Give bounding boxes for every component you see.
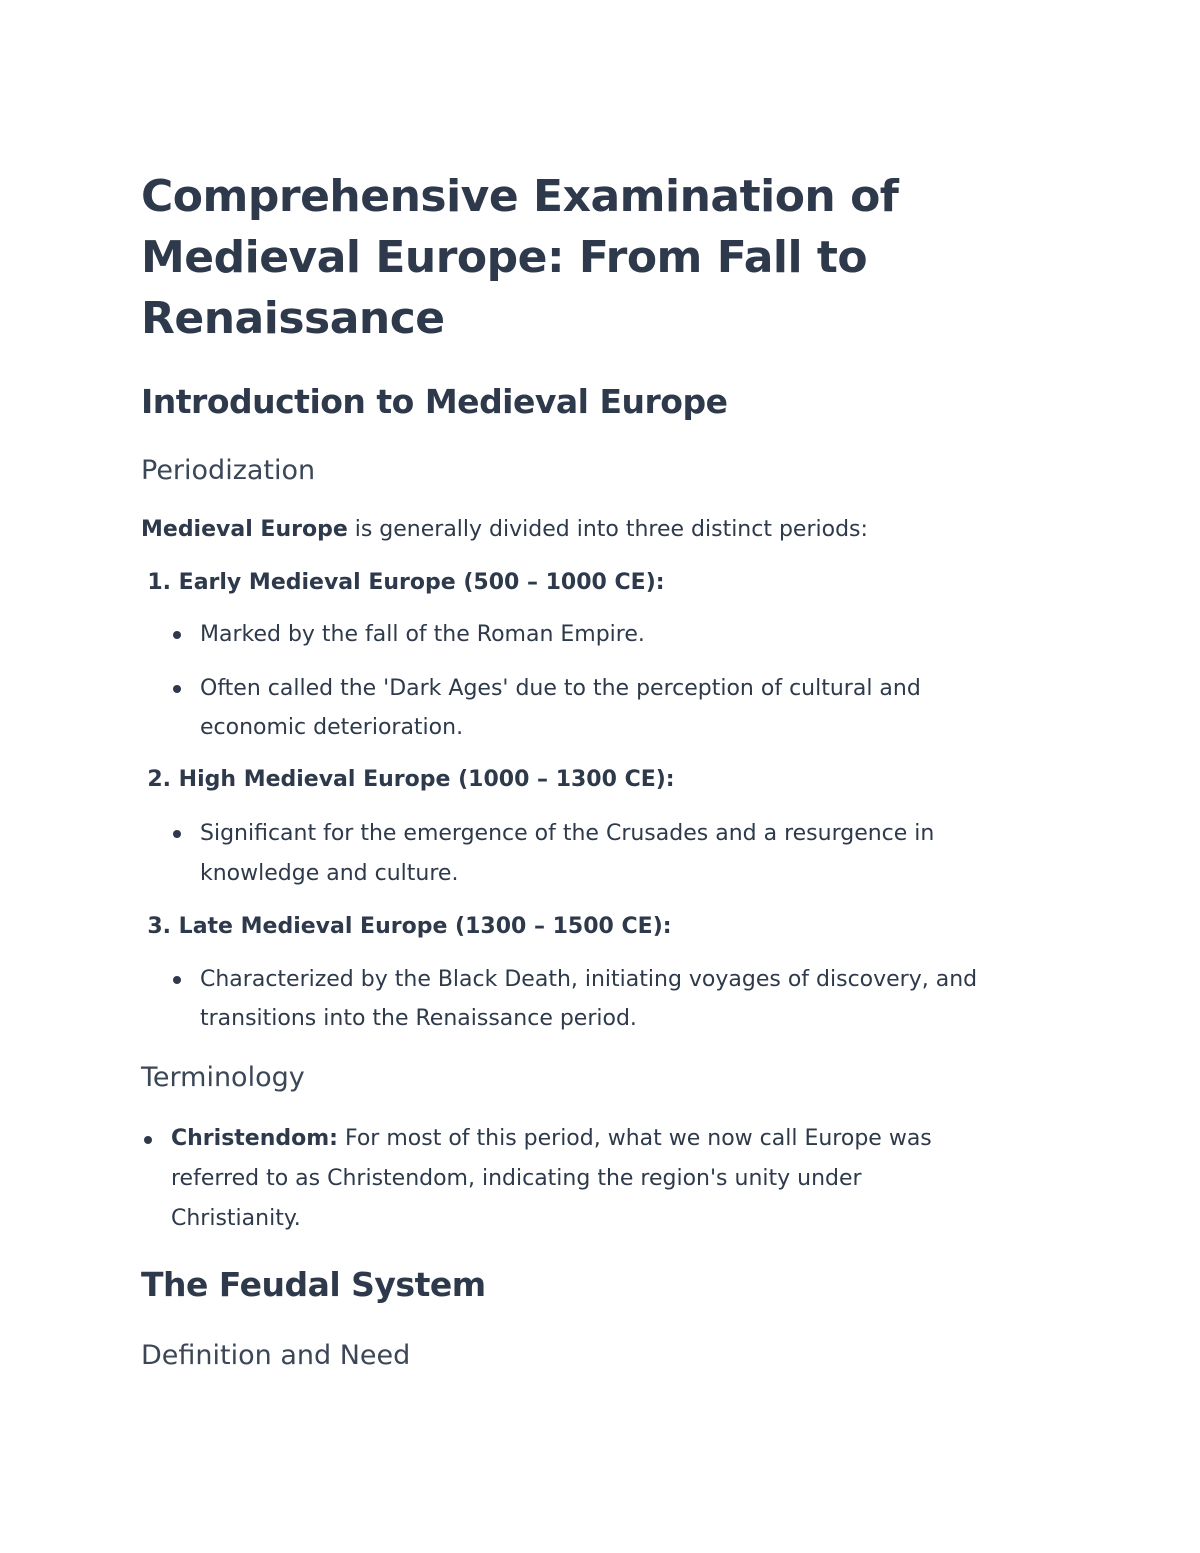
list-number: 3. — [147, 914, 171, 939]
bullet-dot — [144, 1136, 152, 1144]
terminology-bullet — [171, 1119, 932, 1159]
bullet-dot — [173, 976, 181, 984]
title-line-3: Renaissance — [141, 293, 445, 344]
subheading-periodization: Periodization — [141, 455, 316, 486]
section-heading-intro: Introduction to Medieval Europe — [141, 382, 728, 421]
list-number: 1. — [147, 570, 171, 595]
bullet-text: Often called the 'Dark Ages' due to the perception of cultural and — [200, 676, 921, 701]
lead-text: is generally divided into three distinct periods: — [347, 517, 868, 542]
period-label: Early Medieval Europe (500 – 1000 CE): — [178, 570, 665, 595]
period-item-high — [141, 764, 675, 796]
period-item-early — [141, 567, 665, 599]
bullet-text: Characterized by the Black Death, initiating voyages of discovery, and — [200, 967, 978, 992]
term-definition: For most of this period, what we now call Europe was — [337, 1126, 932, 1151]
period-label: High Medieval Europe (1000 – 1300 CE): — [178, 767, 675, 792]
terminology-bullet-continuation: Christianity. — [171, 1206, 301, 1231]
terminology-bullet-continuation: referred to as Christendom, indicating the region's unity under — [171, 1166, 862, 1191]
subheading-definition-and-need: Definition and Need — [141, 1340, 411, 1371]
periodization-lead-paragraph — [141, 510, 868, 550]
section-heading-feudal: The Feudal System — [141, 1265, 486, 1304]
title-line-1: Comprehensive Examination of — [141, 171, 899, 222]
title-line-2: Medieval Europe: From Fall to — [141, 232, 868, 283]
term-christendom: Christendom: — [171, 1126, 338, 1151]
bullet-text-continuation: transitions into the Renaissance period. — [200, 1006, 637, 1031]
document-title — [141, 166, 898, 349]
bullet-text-continuation: economic deterioration. — [200, 715, 464, 740]
list-number: 2. — [147, 767, 171, 792]
lead-bold-term: Medieval Europe — [141, 517, 348, 542]
period-label: Late Medieval Europe (1300 – 1500 CE): — [178, 914, 672, 939]
bullet-text: Marked by the fall of the Roman Empire. — [200, 622, 645, 647]
bullet-text: Significant for the emergence of the Crusades and a resurgence in — [200, 821, 935, 846]
bullet-dot — [173, 830, 181, 838]
period-item-late — [141, 911, 672, 943]
bullet-text-continuation: knowledge and culture. — [200, 861, 459, 886]
bullet-dot — [173, 631, 181, 639]
subheading-terminology: Terminology — [141, 1062, 305, 1093]
bullet-dot — [173, 685, 181, 693]
